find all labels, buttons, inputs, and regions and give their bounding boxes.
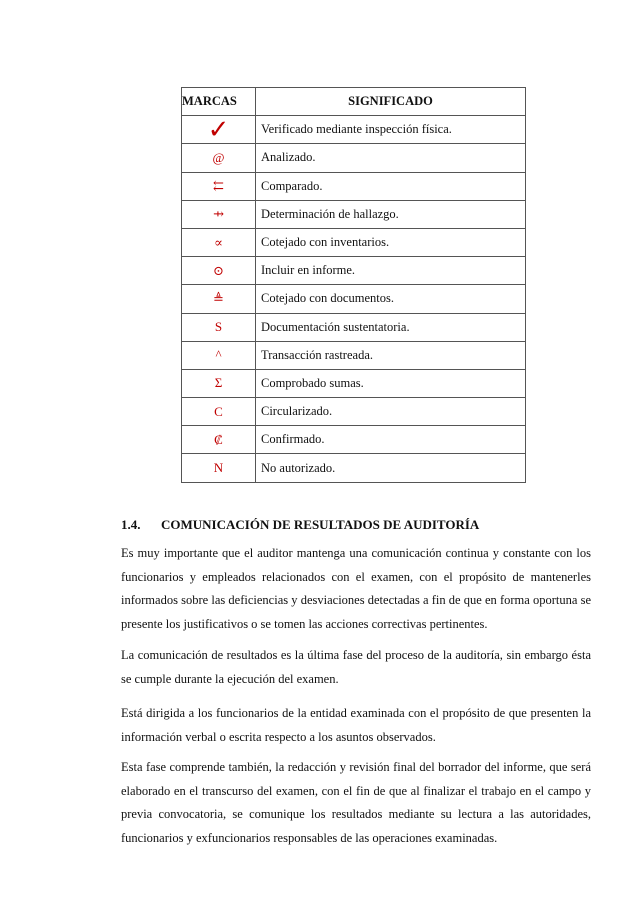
check-mark-icon: ✓ (182, 116, 256, 144)
header-significado: SIGNIFICADO (256, 88, 526, 116)
paragraph: La comunicación de resultados es la última fase del proceso de la auditoría, sin embargo ésta se cumple durante la ejecución del examen. (121, 648, 591, 686)
table-row (182, 398, 526, 426)
sigma-mark-icon: Σ (182, 369, 256, 397)
table-row (182, 426, 526, 454)
paragraph: Está dirigida a los funcionarios de la entidad examinada con el propósito de que presenten la información verbal o escrita respecto a los asuntos observados. (121, 706, 591, 744)
proportional-mark-icon: ∝ (182, 228, 256, 256)
mark-meaning: Determinación de hallazgo. (256, 200, 526, 228)
table-row (182, 172, 526, 200)
circled-dot-icon: ⊙ (182, 257, 256, 285)
mark-meaning: Comparado. (256, 172, 526, 200)
mark-meaning: Comprobado sumas. (256, 369, 526, 397)
mark-meaning: No autorizado. (256, 454, 526, 482)
s-mark: S (182, 313, 256, 341)
mark-meaning: Circularizado. (256, 398, 526, 426)
caret-mark-icon: ^ (182, 341, 256, 369)
compare-arrows-icon: ⇇ (182, 172, 256, 200)
mark-meaning: Confirmado. (256, 426, 526, 454)
table-row (182, 454, 526, 482)
paragraph: Es muy importante que el auditor mantenga una comunicación continua y constante con los funcionarios y empleados relacionados con el examen, con el propósito de mantenerles informados sobre las deficiencias y desviaciones detectadas a fin de que en forma oportuna se presente los justificativos o se tomen las acciones correctivas pertinentes. (121, 546, 591, 631)
mark-meaning: Analizado. (256, 144, 526, 172)
at-mark-icon: @ (182, 144, 256, 172)
table-row (182, 313, 526, 341)
mark-meaning: Documentación sustentatoria. (256, 313, 526, 341)
section-title: COMUNICACIÓN DE RESULTADOS DE AUDITORÍA (161, 517, 480, 532)
audit-marks-table (181, 87, 526, 483)
table-row (182, 200, 526, 228)
mark-meaning: Transacción rastreada. (256, 341, 526, 369)
table-row (182, 257, 526, 285)
section-number: 1.4. (121, 517, 141, 532)
delta-equal-icon: ≜ (182, 285, 256, 313)
mark-meaning: Cotejado con documentos. (256, 285, 526, 313)
table-row (182, 369, 526, 397)
table-row (182, 228, 526, 256)
section-heading (121, 517, 479, 533)
header-marcas: MARCAS (182, 88, 256, 116)
table-row (182, 144, 526, 172)
finding-arrow-icon: ⇸ (182, 200, 256, 228)
mark-meaning: Verificado mediante inspección física. (256, 116, 526, 144)
n-mark: N (182, 454, 256, 482)
mark-meaning: Incluir en informe. (256, 257, 526, 285)
table-row (182, 341, 526, 369)
mark-meaning: Cotejado con inventarios. (256, 228, 526, 256)
paragraph: Esta fase comprende también, la redacción y revisión final del borrador del informe, que será elaborado en el transcurso del examen, con el fin de que al finalizar el trabajo en el campo y previa convocatoria, se comunique los resultados mediante su lectura a las autoridades, funcionarios y exfuncionarios responsables de las operaciones examinadas. (121, 760, 591, 845)
c-mark: C (182, 398, 256, 426)
table-row (182, 116, 526, 144)
c-stroke-mark-icon: ₡ (182, 426, 256, 454)
table-header-row (182, 88, 526, 116)
table-row (182, 285, 526, 313)
